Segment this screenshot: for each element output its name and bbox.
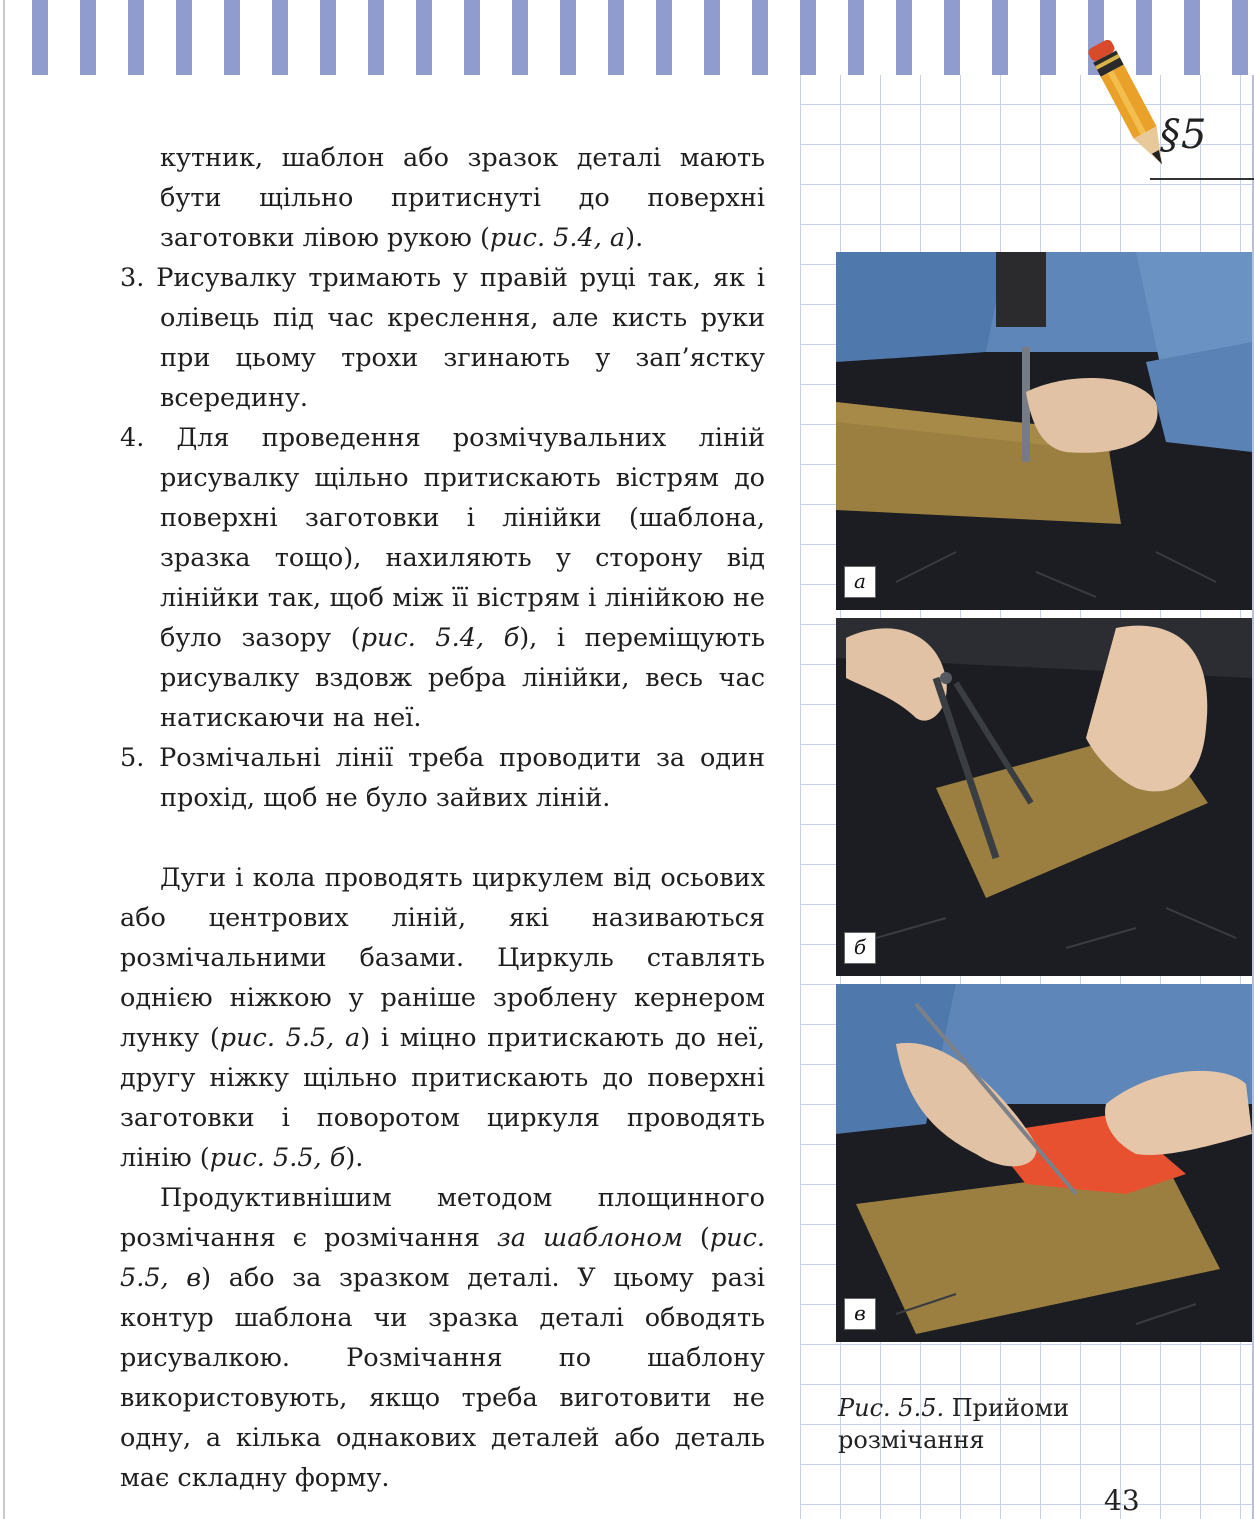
paragraph-continued: кутник, шаблон або зразок деталі мають бути щільно притиснуті до поверхні заготовки лівою рукою (рис. 5.4, а). <box>160 143 765 253</box>
section-mark: §5 <box>1160 112 1208 158</box>
emphasis-term: за шаблоном <box>496 1223 683 1253</box>
figure-caption-ref: Рис. 5.5. <box>838 1394 945 1422</box>
list-item-5: 5. Розмічальні лінії треба проводити за один прохід, щоб не було зайвих ліній. <box>120 743 765 813</box>
page-edge-rule <box>3 0 5 1519</box>
photo-a-image <box>836 252 1252 610</box>
list-item-3: 3. Рисувалку тримають у правій руці так, як і олівець під час креслення, але кисть руки при цьому трохи згинають у зап’ястку всередину. <box>120 263 765 413</box>
figure-reference: рис. 5.4, б <box>360 623 520 653</box>
top-stripe-band <box>0 0 1254 75</box>
spacer <box>120 818 765 858</box>
figure-caption-text: Прийоми розмічання <box>838 1394 1070 1454</box>
figure-label-b: б <box>844 932 876 964</box>
figure-label-a: а <box>844 566 876 598</box>
photo-b <box>836 618 1252 976</box>
photo-c-image <box>836 984 1252 1342</box>
figure-reference: рис. 5.5, б <box>209 1143 346 1173</box>
photo-b-image <box>836 618 1252 976</box>
figure-label-v: в <box>844 1298 876 1330</box>
page-number: 43 <box>1104 1484 1140 1517</box>
figure-reference: рис. 5.5, а <box>219 1023 361 1053</box>
section-underline <box>1150 178 1254 180</box>
list-item-4: 4. Для проведення розмічувальних ліній рисувалку щільно притискають вістрям до поверхні заготовки і лінійки (шаблона, зразка тощо), нахиляють у сторону від лінійки так, щоб між її вістрям і лінійкою не було зазору (рис. 5.4, б), і переміщують рисувалку вздовж ребра лінійки, весь час натискаючи на неї. <box>120 423 765 733</box>
photo-a <box>836 252 1252 610</box>
main-text <box>120 138 765 1498</box>
paragraph-compass: Дуги і кола проводять циркулем від осьових або центрових ліній, які називаються розмічальними базами. Циркуль ставлять однією ніжкою у раніше зроблену кернером лунку (рис. 5.5, а) і міцно притискають до неї, другу ніжку щільно притискають до поверхні заготовки і поворотом циркуля проводять лінію (рис. 5.5, б). <box>120 863 765 1173</box>
photo-c <box>836 984 1252 1342</box>
paragraph-template: Продуктивнішим методом площинного розмічання є розмічання за шаблоном (рис. 5.5, в) або за зразком деталі. У цьому разі контур шаблона чи зразка деталі обводять рисувалкою. Розмічання по шаблону використовують, якщо треба виготовити не одну, а кілька однакових деталей або деталь має складну форму. <box>120 1183 766 1493</box>
figure-reference: рис. 5.4, а <box>489 223 626 253</box>
figure-caption <box>838 1392 1098 1456</box>
figure-reference: рис. 5.5, в <box>120 1223 765 1293</box>
